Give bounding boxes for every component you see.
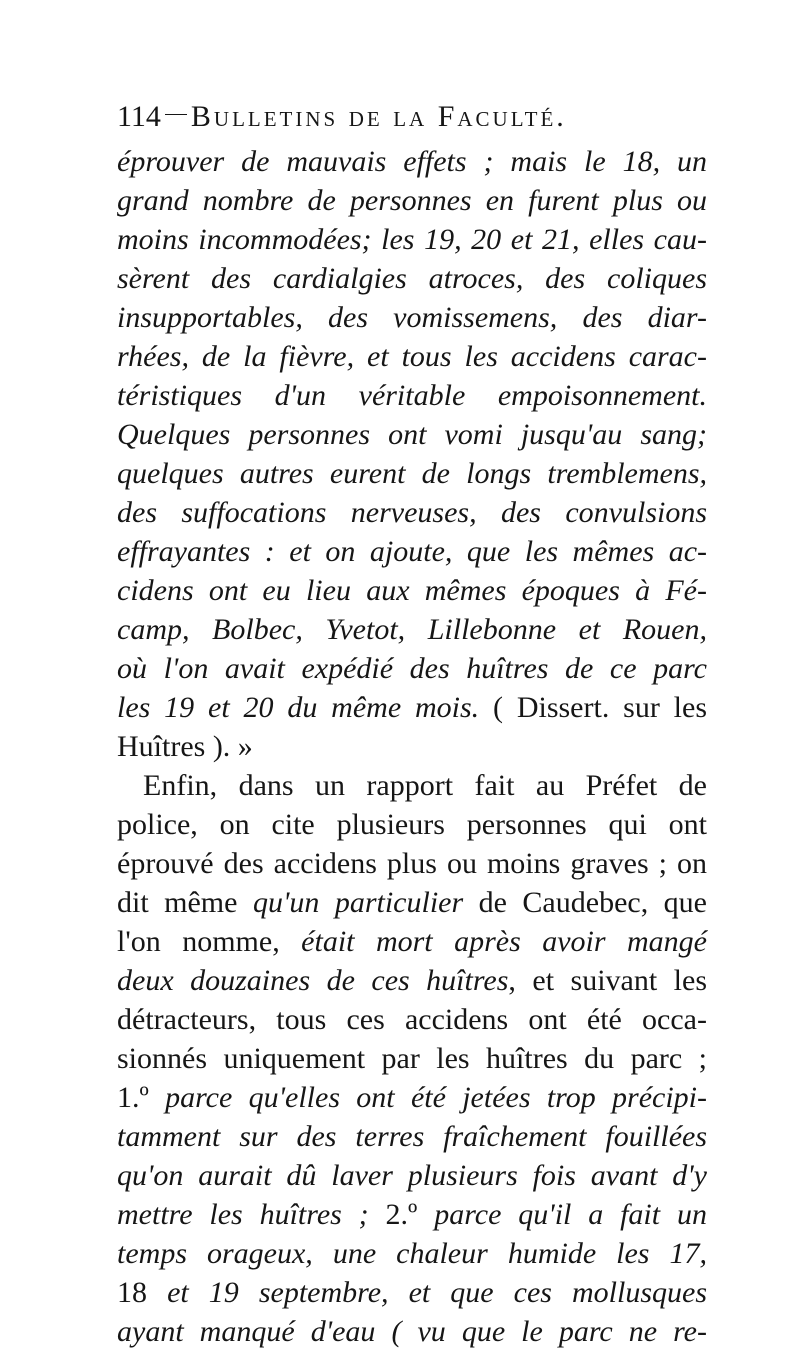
text-line: [117, 883, 707, 922]
text-segment: l'on nomme,: [117, 925, 302, 958]
text-line: grand nombre de personnes en furent plus ou: [117, 184, 707, 217]
text-segment: 18: [117, 1276, 168, 1309]
text-line: [117, 1078, 707, 1117]
text-segment: ( Dissert. sur les: [493, 691, 707, 724]
text-line: éprouver de mauvais effets ; mais le 18, un: [117, 145, 707, 178]
text-line: [117, 1195, 707, 1234]
text-line: [117, 922, 707, 961]
text-line: sèrent des cardialgies atroces, des coliques: [117, 262, 707, 295]
text-line: téristiques d'un véritable empoisonnement.: [117, 379, 707, 412]
text-line: où l'on avait expédié des huîtres de ce parc: [117, 652, 707, 685]
text-line: rhées, de la fièvre, et tous les accidens carac-: [117, 340, 707, 373]
text-line: cidens ont eu lieu aux mêmes époques à Fé-: [117, 574, 707, 607]
text-segment: , et suivant les: [508, 964, 707, 997]
text-segment: deux douzaines de ces huîtres: [117, 964, 509, 997]
text-line: Huîtres ). »: [117, 730, 253, 763]
text-segment: 1.º: [117, 1081, 166, 1114]
text-line: camp, Bolbec, Yvetot, Lillebonne et Rouen,: [117, 613, 707, 646]
text-segment: était mort après avoir mangé: [301, 925, 708, 958]
text-line: moins incommodées; les 19, 20 et 21, elles cau-: [117, 223, 707, 256]
text-segment: parce qu'elles ont été jetées trop précipi-: [165, 1081, 707, 1114]
text-line: temps orageux, une chaleur humide les 17,: [117, 1237, 707, 1270]
running-header: [117, 95, 717, 139]
text-line: effrayantes : et on ajoute, que les mêmes ac-: [117, 535, 707, 568]
text-line: qu'on aurait dû laver plusieurs fois avant d'y: [117, 1159, 707, 1192]
text-line: [117, 688, 707, 727]
body-text: [117, 142, 707, 1351]
text-line: tamment sur des terres fraîchement fouillées: [117, 1120, 707, 1153]
text-segment: de Caudebec, que: [463, 886, 707, 919]
header-rule: [165, 114, 187, 115]
text-line: des suffocations nerveuses, des convulsions: [117, 496, 707, 529]
text-line: Enfin, dans un rapport fait au Préfet de: [143, 769, 707, 802]
text-line: détracteurs, tous ces accidens ont été occa-: [117, 1003, 707, 1036]
page-number: 114: [117, 100, 161, 133]
text-segment: dit même: [117, 886, 253, 919]
text-line: sionnés uniquement par les huîtres du parc ;: [117, 1042, 707, 1075]
text-line: quelques autres eurent de longs tremblemens,: [117, 457, 707, 490]
text-segment: parce qu'il a fait un: [434, 1198, 707, 1231]
text-line: Quelques personnes ont vomi jusqu'au sang;: [117, 418, 707, 451]
text-line: [117, 1273, 707, 1312]
text-segment: qu'un particulier: [252, 886, 464, 919]
text-line: insupportables, des vomissemens, des diar-: [117, 301, 707, 334]
text-line: éprouvé des accidens plus ou moins graves ; on: [117, 847, 707, 880]
text-segment: mettre les huîtres ;: [117, 1198, 386, 1231]
text-segment: 2.º: [385, 1198, 435, 1231]
text-line: police, on cite plusieurs personnes qui ont: [117, 808, 707, 841]
text-line: ayant manqué d'eau ( vu que le parc ne re-: [117, 1315, 707, 1348]
running-title: Bulletins de la Faculté.: [190, 100, 567, 133]
text-segment: et 19 septembre, et que ces mollusques: [167, 1276, 708, 1309]
text-segment: les 19 et 20 du même mois.: [117, 691, 493, 724]
text-line: [117, 961, 707, 1000]
